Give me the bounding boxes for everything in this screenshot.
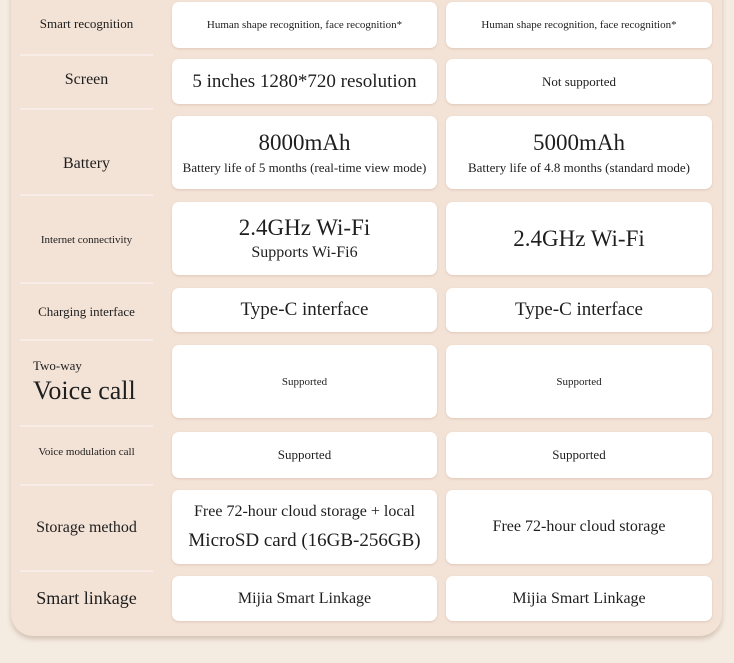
row-divider	[20, 570, 153, 572]
cell-smart-recognition-col2	[446, 2, 712, 48]
cell-text: Free 72-hour cloud storage	[492, 518, 666, 535]
cell-text: 5 inches 1280*720 resolution	[192, 70, 417, 92]
cell-smart-linkage-col2	[446, 576, 712, 621]
cell-sub-text: MicroSD card (16GB-256GB)	[188, 529, 421, 551]
cell-voice-call-col1	[172, 345, 437, 418]
row-label-main: Voice call	[33, 376, 136, 405]
row-label-storage-method: Storage method	[36, 519, 137, 536]
cell-text: Not supported	[541, 73, 617, 89]
cell-main-text: 8000mAh	[258, 129, 351, 155]
cell-text: Supported	[556, 375, 602, 388]
row-label-smart-linkage: Smart linkage	[36, 587, 137, 608]
row-label-internet-connectivity: Internet connectivity	[40, 234, 133, 246]
row-label-battery: Battery	[62, 155, 111, 172]
cell-screen-col1	[172, 59, 437, 104]
cell-text: Human shape recognition, face recognition*	[206, 19, 403, 31]
cell-internet-col1	[172, 202, 437, 275]
cell-main-text: Free 72-hour cloud storage + local	[194, 502, 415, 520]
row-label-screen: Screen	[64, 71, 109, 88]
cell-screen-col2	[446, 59, 712, 104]
cell-storage-col1	[172, 490, 437, 564]
cell-main-text: 2.4GHz Wi-Fi	[238, 215, 371, 240]
row-divider	[20, 484, 153, 486]
cell-charging-col1	[172, 288, 437, 332]
row-label-smart-recognition: Smart recognition	[39, 16, 134, 31]
cell-smart-recognition-col1	[172, 2, 437, 48]
cell-voice-modulation-col1	[172, 432, 437, 478]
row-divider	[20, 54, 153, 56]
cell-text: 2.4GHz Wi-Fi	[513, 225, 645, 251]
row-label-charging-interface: Charging interface	[38, 304, 135, 319]
cell-sub-text: Battery life of 4.8 months (standard mode)	[467, 159, 691, 175]
cell-text: Mijia Smart Linkage	[237, 589, 372, 607]
cell-storage-col2	[446, 490, 712, 564]
row-label-prefix: Two-way	[33, 358, 82, 373]
cell-text: Supported	[281, 375, 328, 388]
cell-text: Supported	[552, 447, 606, 462]
row-divider	[20, 339, 153, 341]
cell-battery-col2	[446, 116, 712, 189]
cell-sub-text: Supports Wi-Fi6	[251, 244, 358, 261]
row-label-voice-modulation: Voice modulation call	[38, 446, 135, 458]
row-divider	[20, 425, 153, 427]
row-label-voice-call	[33, 358, 153, 420]
cell-text: Supported	[277, 447, 332, 462]
cell-internet-col2	[446, 202, 712, 275]
cell-battery-col1	[172, 116, 437, 189]
cell-sub-text: Battery life of 5 months (real-time view mode)	[182, 159, 427, 175]
row-divider	[20, 282, 153, 284]
cell-charging-col2	[446, 288, 712, 332]
cell-text: Type-C interface	[240, 299, 369, 320]
cell-text: Human shape recognition, face recognition*	[481, 19, 677, 31]
cell-voice-call-col2	[446, 345, 712, 418]
cell-smart-linkage-col1	[172, 576, 437, 621]
cell-text: Mijia Smart Linkage	[512, 589, 646, 607]
cell-main-text: 5000mAh	[533, 129, 625, 155]
cell-text: Type-C interface	[515, 299, 643, 320]
row-divider	[20, 108, 153, 110]
row-divider	[20, 194, 153, 196]
cell-voice-modulation-col2	[446, 432, 712, 478]
